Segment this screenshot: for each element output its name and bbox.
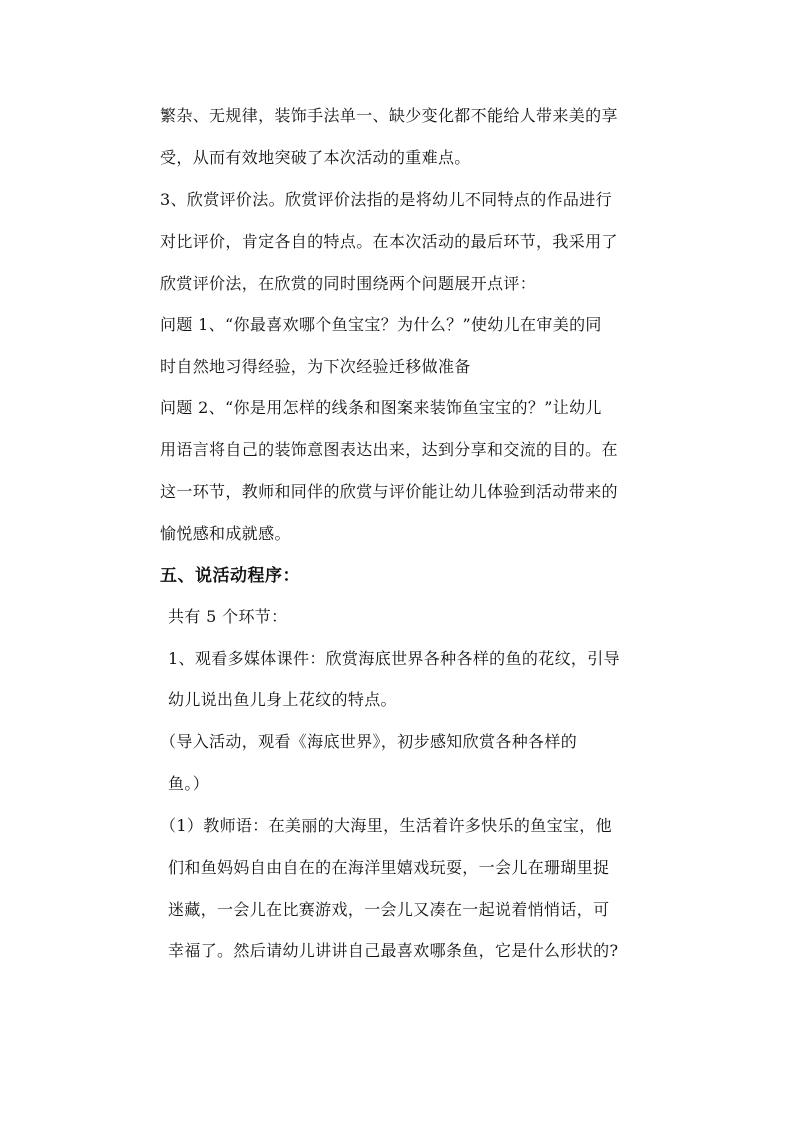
paragraph-line: 迷藏，一会儿在比赛游戏，一会儿又凑在一起说着悄悄话，可 <box>168 900 610 919</box>
paragraph-line: 受，从而有效地突破了本次活动的重难点。 <box>160 148 471 167</box>
paragraph-line: 3、欣赏评价法。欣赏评价法指的是将幼儿不同特点的作品进行 <box>160 190 612 209</box>
paragraph-line: 欣赏评价法，在欣赏的同时围绕两个问题展开点评： <box>160 274 537 293</box>
paragraph-line: 用语言将自己的装饰意图表达出来，达到分享和交流的目的。在 <box>160 440 618 459</box>
paragraph-line: 问题 2、“你是用怎样的线条和图案来装饰鱼宝宝的？”让幼儿 <box>160 398 602 417</box>
paragraph-line: 愉悦感和成就感。 <box>160 524 291 543</box>
section-heading: 五、说活动程序： <box>160 566 300 586</box>
paragraph-line: 幸福了。然后请幼儿讲讲自己最喜欢哪条鱼，它是什么形状的? <box>168 941 619 960</box>
paragraph-line: 1、观看多媒体课件：欣赏海底世界各种各样的鱼的花纹，引导 <box>168 649 620 668</box>
paragraph-line: 们和鱼妈妈自由自在的在海洋里嬉戏玩耍，一会儿在珊瑚里捉 <box>168 858 610 877</box>
paragraph-line: 对比评价，肯定各自的特点。在本次活动的最后环节，我采用了 <box>160 232 618 251</box>
paragraph-line: 鱼。） <box>168 774 210 793</box>
paragraph-line: 繁杂、无规律，装饰手法单一、缺少变化都不能给人带来美的享 <box>160 106 618 125</box>
paragraph-line: 幼儿说出鱼儿身上花纹的特点。 <box>168 690 397 709</box>
paragraph-line: （1）教师语：在美丽的大海里，生活着许多快乐的鱼宝宝，他 <box>160 816 612 835</box>
paragraph-line: 共有 5 个环节： <box>168 607 288 626</box>
paragraph-line: （导入活动，观看《海底世界》，初步感知欣赏各种各样的 <box>160 732 578 751</box>
paragraph-line: 这一环节，教师和同伴的欣赏与评价能让幼儿体验到活动带来的 <box>160 482 618 501</box>
paragraph-line: 时自然地习得经验，为下次经验迁移做准备 <box>160 357 471 376</box>
paragraph-line: 问题 1、“你最喜欢哪个鱼宝宝？为什么？”使幼儿在审美的同 <box>160 315 602 334</box>
